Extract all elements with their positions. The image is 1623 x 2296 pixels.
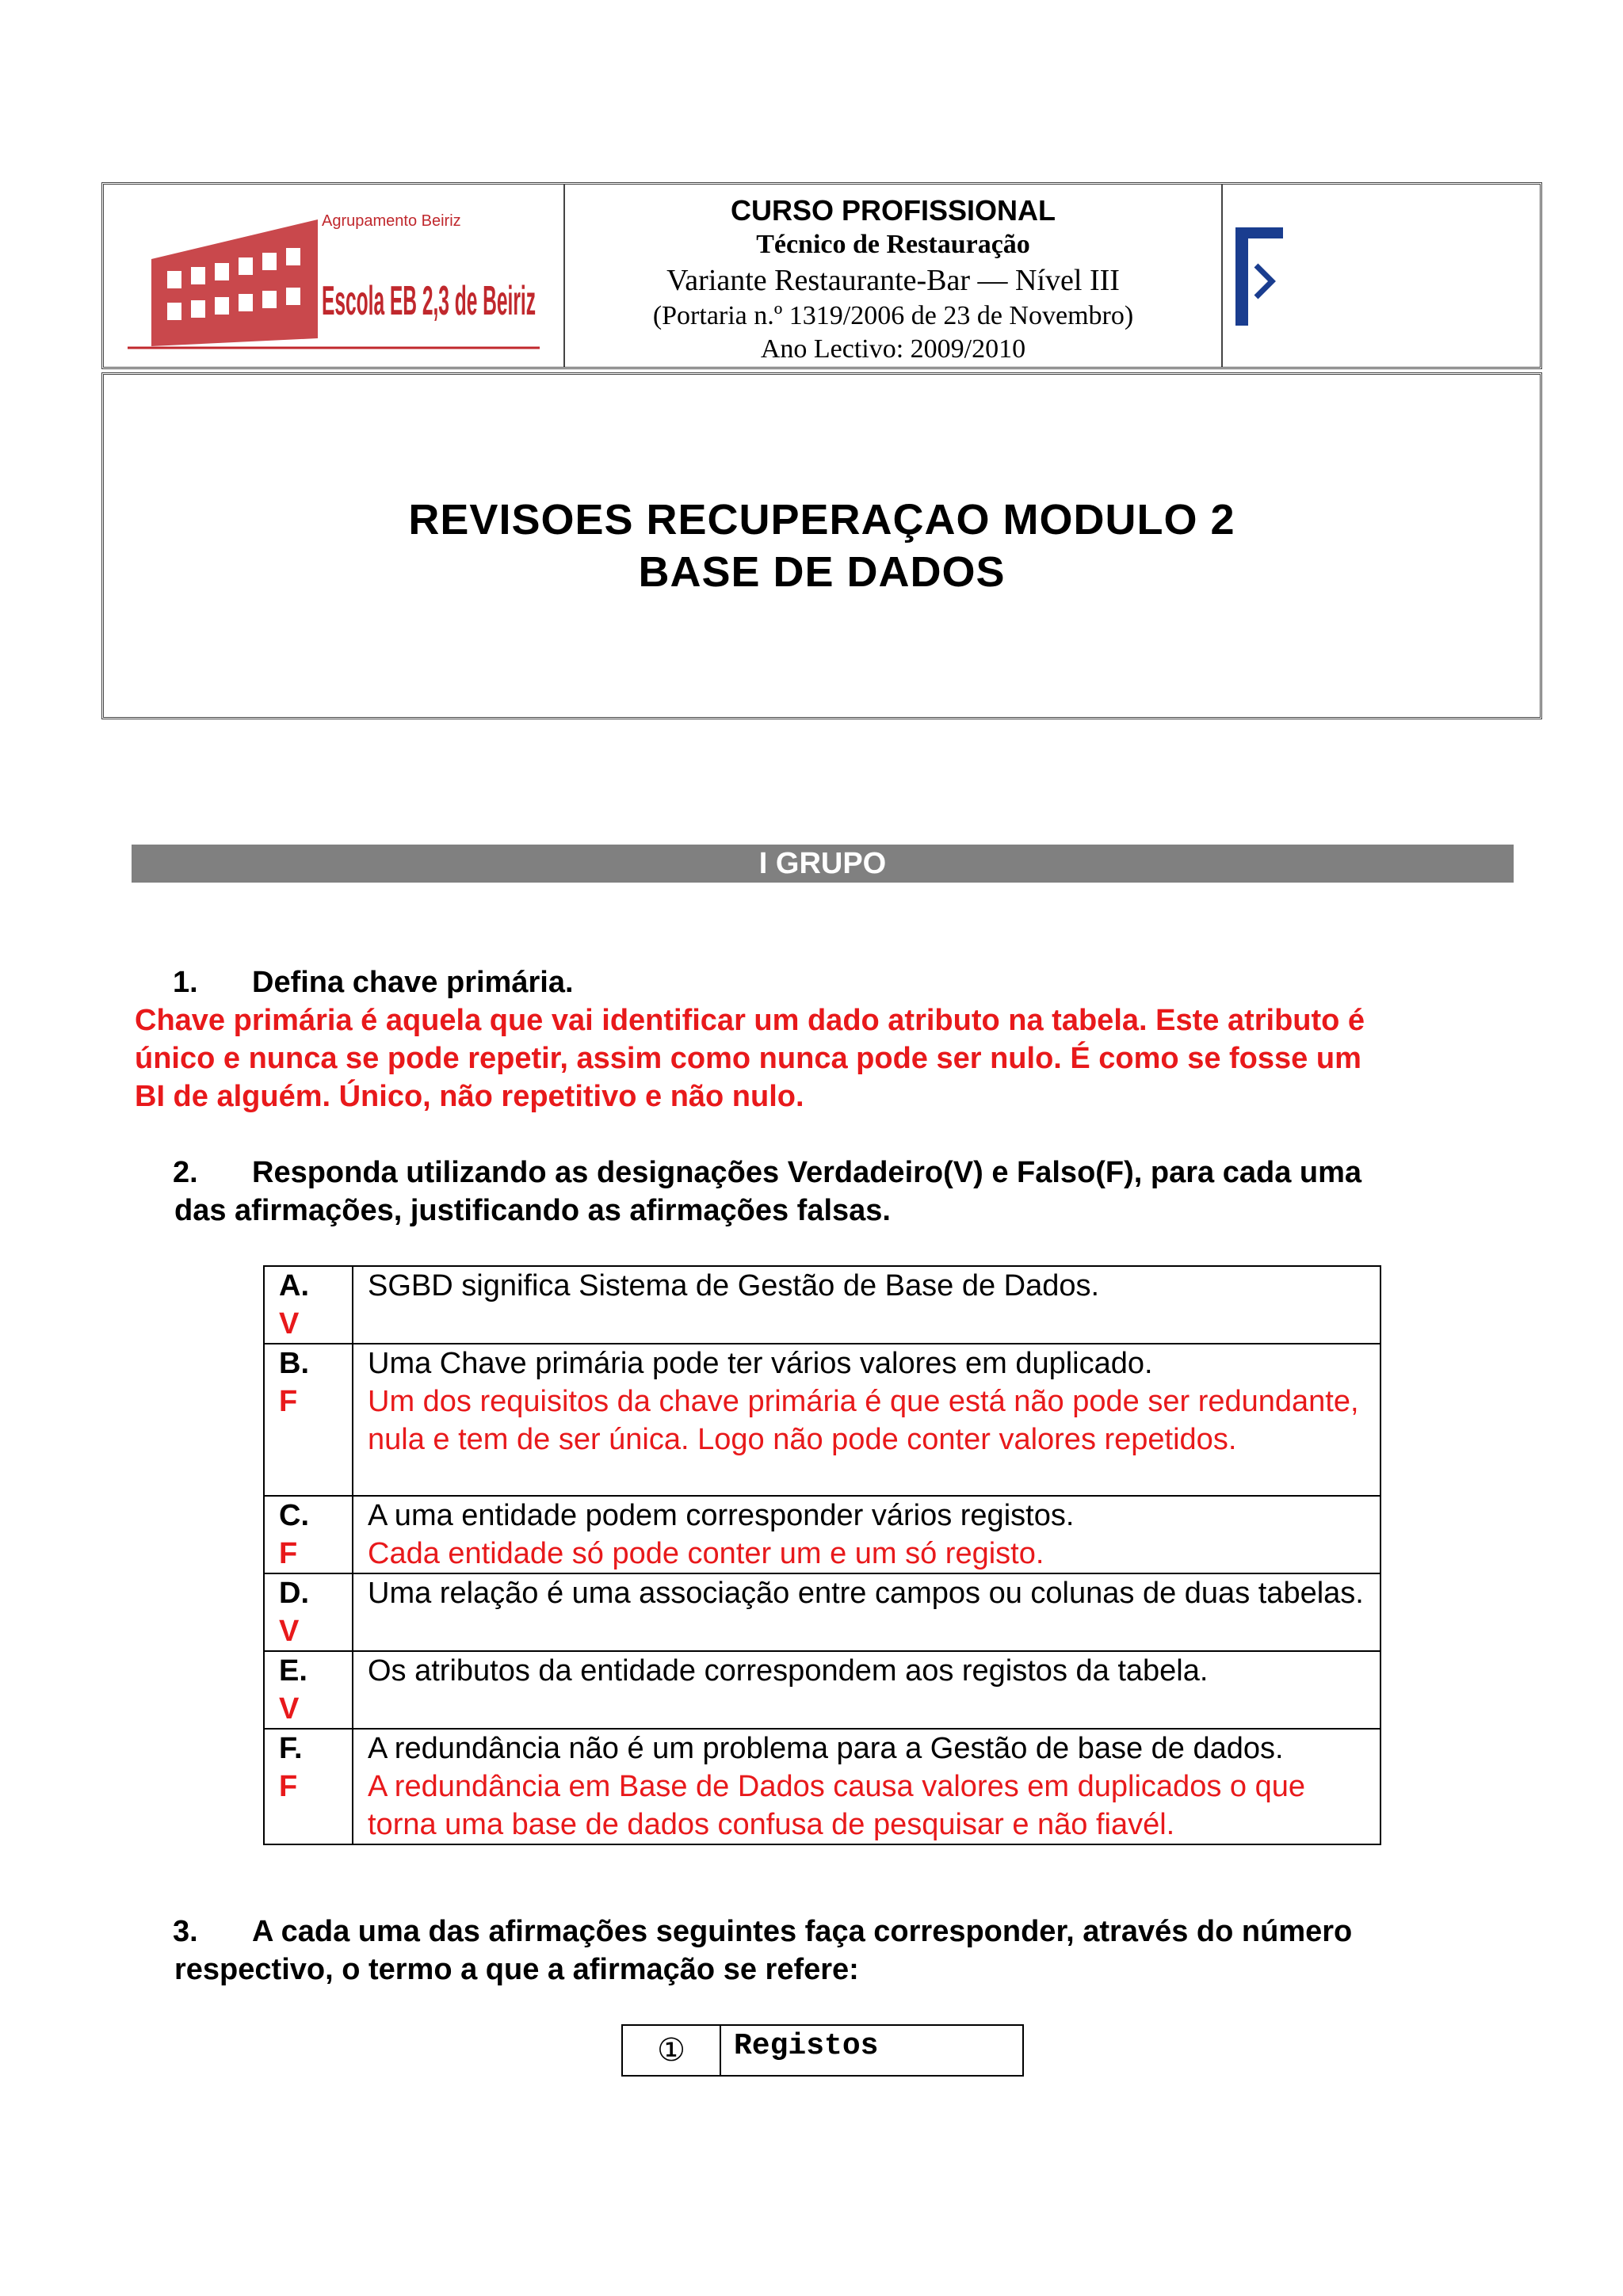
- header-table: [101, 182, 1542, 369]
- row-label: F. F: [264, 1729, 353, 1844]
- row-justification: Cada entidade só pode conter um e um só registo.: [368, 1537, 1044, 1570]
- q3-text-line: A cada uma das afirmações seguintes faça corresponder, através do número: [252, 1915, 1353, 1948]
- table-row: [264, 1651, 1381, 1729]
- tf-mark: F: [279, 1385, 298, 1418]
- technician-title: Técnico de Restauração: [756, 230, 1030, 259]
- q3-text-line: respectivo, o termo a que a afirmação se refere:: [174, 1953, 859, 1986]
- q1-answer-line: BI de alguém. Único, não repetitivo e não nulo.: [135, 1080, 804, 1113]
- row-statement: Uma Chave primária pode ter vários valores em duplicado. Um dos requisitos da chave primária é que está não pode ser redundante, nula e tem de ser única. Logo não pode conter valores repetidos.: [353, 1344, 1381, 1496]
- table-row: [264, 1496, 1381, 1573]
- course-name: CURSO PROFISSIONAL: [730, 194, 1056, 227]
- row-label: C. F: [264, 1496, 353, 1573]
- q1-text: Defina chave primária.: [252, 966, 574, 999]
- row-label: E. V: [264, 1651, 353, 1729]
- row-label: A. V: [264, 1266, 353, 1344]
- tf-mark: F: [279, 1537, 298, 1570]
- row-statement: SGBD significa Sistema de Gestão de Base de Dados.: [353, 1266, 1381, 1344]
- row-statement: Uma relação é uma associação entre campos ou colunas de duas tabelas.: [353, 1573, 1381, 1651]
- table-row: [264, 1344, 1381, 1496]
- q1-answer-line: único e nunca se pode repetir, assim como nunca pode ser nulo. É como se fosse um: [135, 1042, 1361, 1075]
- portaria-text: (Portaria n.º 1319/2006 de 23 de Novembro): [652, 301, 1134, 330]
- tf-mark: V: [279, 1615, 300, 1648]
- q2-text-line: das afirmações, justificando as afirmações falsas.: [174, 1194, 891, 1227]
- match-table-row: [621, 2024, 1024, 2077]
- row-statement: Os atributos da entidade correspondem aos registos da tabela.: [353, 1651, 1381, 1729]
- variant-text: Variante Restaurante-Bar — Nível III: [666, 264, 1120, 297]
- q2-number: 2.: [173, 1156, 198, 1189]
- group-heading: I GRUPO: [132, 845, 1514, 883]
- row-justification: A redundância em Base de Dados causa valores em duplicados o que torna uma base de dados confusa de pesquisar e não fiavél.: [368, 1770, 1305, 1841]
- table-row: [264, 1266, 1381, 1344]
- tf-mark: F: [279, 1770, 298, 1803]
- row-label: D. V: [264, 1573, 353, 1651]
- row-statement: A uma entidade podem corresponder vários registos. Cada entidade só pode conter um e um só registo.: [353, 1496, 1381, 1573]
- match-term: Registos: [734, 2029, 879, 2063]
- school-year: Ano Lectivo: 2009/2010: [760, 334, 1026, 364]
- q2-text-line: Responda utilizando as designações Verdadeiro(V) e Falso(F), para cada uma: [252, 1156, 1362, 1189]
- tf-mark: V: [279, 1692, 300, 1726]
- circled-number: ①: [623, 2026, 721, 2075]
- logo-school-text: Escola EB 2,3 de Beiriz: [322, 278, 536, 324]
- title-box: [101, 372, 1542, 719]
- program-logo-cell: [1223, 185, 1540, 367]
- school-logo: [120, 196, 548, 362]
- q1-answer-line: Chave primária é aquela que vai identificar um dado atributo na tabela. Este atributo é: [135, 1004, 1365, 1037]
- course-info-cell: [565, 185, 1223, 367]
- logo-group-text: Agrupamento Beiriz: [322, 212, 461, 230]
- table-row: [264, 1729, 1381, 1844]
- tf-mark: V: [279, 1307, 300, 1341]
- page-subtitle: BASE DE DADOS: [638, 548, 1006, 596]
- program-logo-icon: [1232, 227, 1296, 330]
- row-statement: A redundância não é um problema para a Gestão de base de dados. A redundância em Base de Dados causa valores em duplicados o que torna uma base de dados confusa de pesquisar e não fiavél.: [353, 1729, 1381, 1844]
- q3-number: 3.: [173, 1915, 198, 1948]
- school-logo-cell: [104, 185, 565, 367]
- row-label: B. F: [264, 1344, 353, 1496]
- q1-number: 1.: [173, 966, 198, 999]
- table-row: [264, 1573, 1381, 1651]
- page-title: REVISOES RECUPERAÇAO MODULO 2: [408, 496, 1235, 543]
- true-false-table: [263, 1265, 1381, 1845]
- row-justification: Um dos requisitos da chave primária é que está não pode ser redundante, nula e tem de ser única. Logo não pode conter valores repetidos.: [368, 1385, 1359, 1456]
